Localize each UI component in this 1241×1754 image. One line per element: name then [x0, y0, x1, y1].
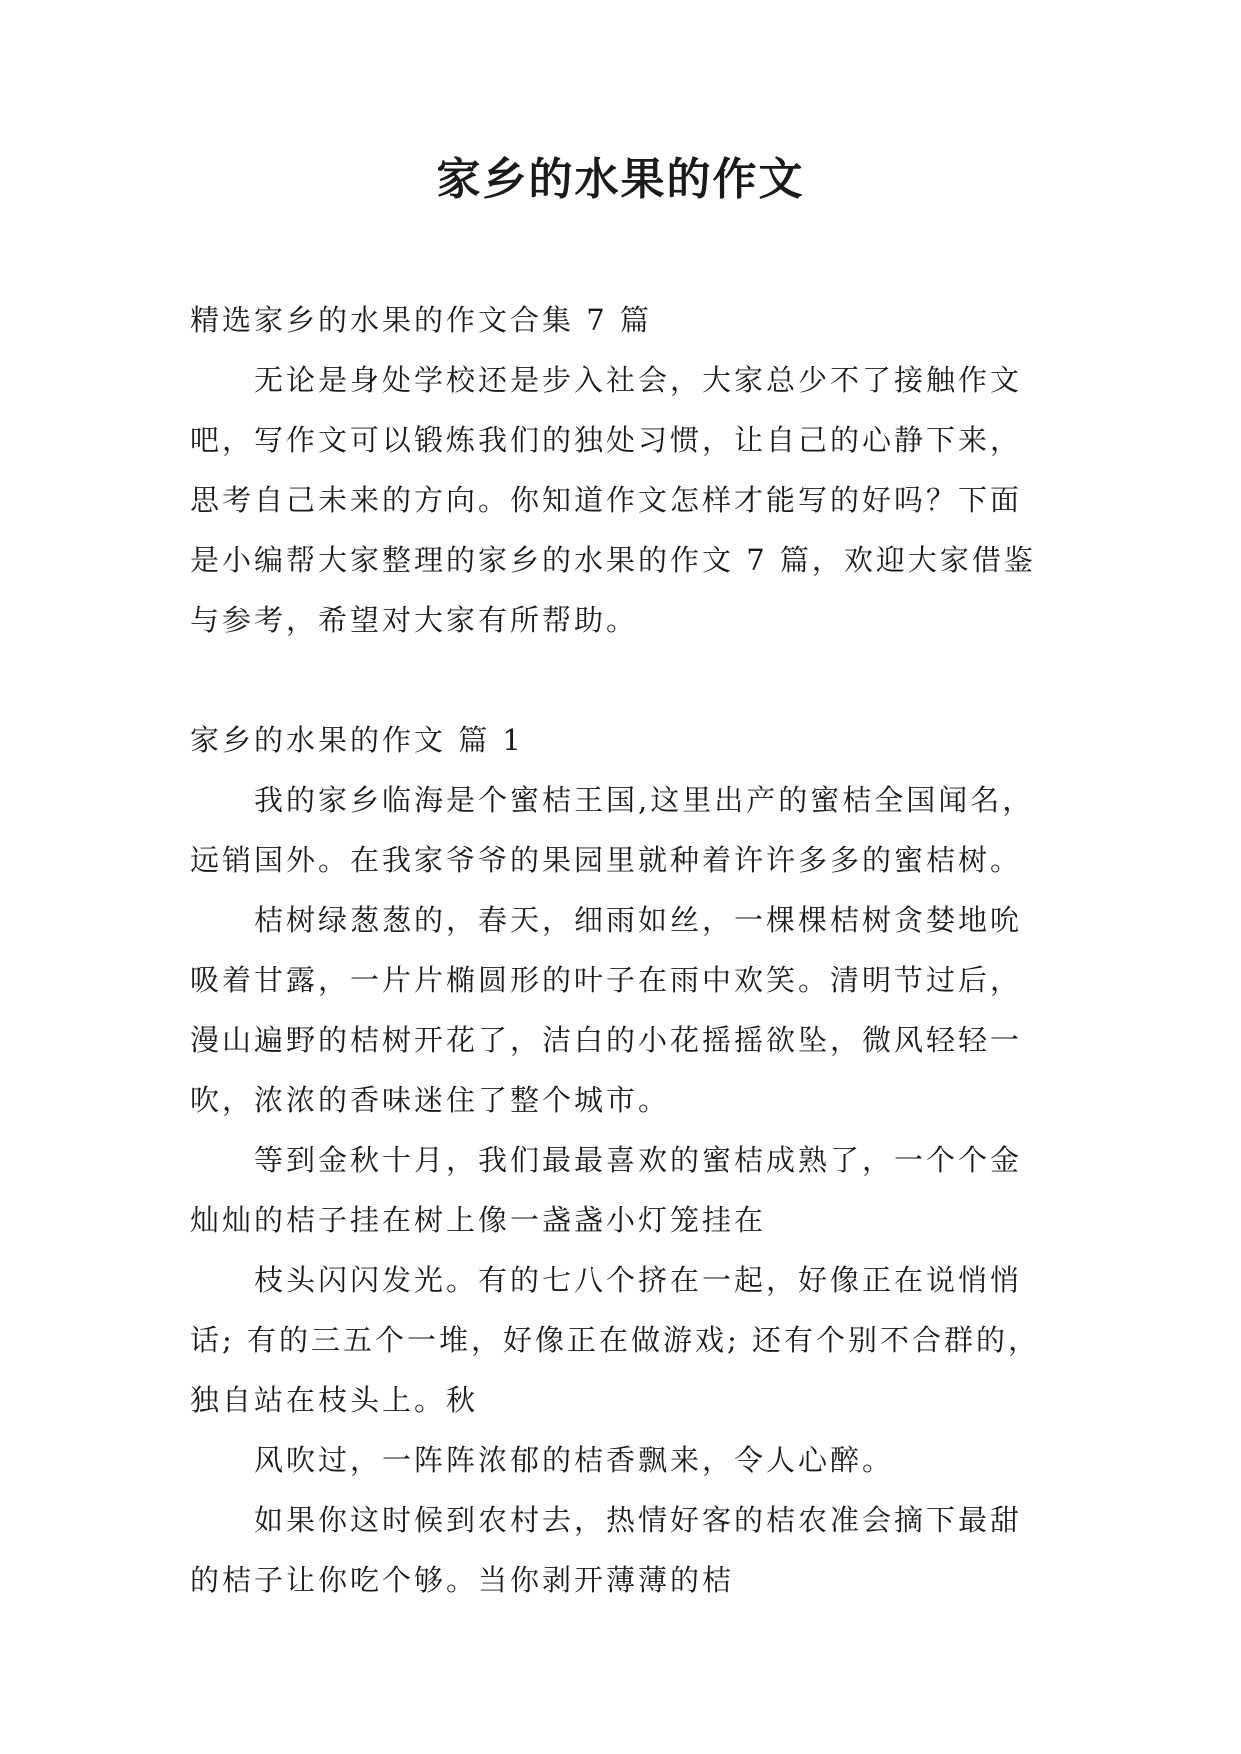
text-line: 是小编帮大家整理的家乡的水果的作文 7 篇，欢迎大家借鉴: [190, 543, 1036, 577]
page-title: 家乡的水果的作文: [436, 154, 805, 205]
text-line: 吹，浓浓的香味迷住了整个城市。: [190, 1083, 671, 1117]
text-line: 话; 有的三五个一堆，好像正在做游戏; 还有个别不合群的，: [190, 1323, 1040, 1357]
text-line: 远销国外。在我家爷爷的果园里就种着许许多多的蜜桔树。: [190, 843, 1023, 877]
text-line: 等到金秋十月，我们最最喜欢的蜜桔成熟了，一个个金: [254, 1143, 1023, 1177]
blank-line: [190, 650, 1060, 710]
text-line: 思考自己未来的方向。你知道作文怎样才能写的好吗？下面: [190, 483, 1023, 517]
text-line: 漫山遍野的桔树开花了，洁白的小花摇摇欲坠，微风轻轻一: [190, 1023, 1023, 1057]
text-line: 如果你这时候到农村去，热情好客的桔农准会摘下最甜: [254, 1503, 1023, 1537]
text-line: 风吹过，一阵阵浓郁的桔香飘来，令人心醉。: [254, 1443, 895, 1477]
text-line: 精选家乡的水果的作文合集 7 篇: [190, 303, 652, 337]
text-line: 灿灿的桔子挂在树上像一盏盏小灯笼挂在: [190, 1203, 767, 1237]
text-line: 我的家乡临海是个蜜桔王国,这里出产的蜜桔全国闻名，: [254, 783, 1035, 817]
text-line: 枝头闪闪发光。有的七八个挤在一起，好像正在说悄悄: [254, 1263, 1023, 1297]
document-body: [190, 290, 1060, 1610]
text-line: 吸着甘露，一片片椭圆形的叶子在雨中欢笑。清明节过后，: [190, 963, 1023, 997]
text-line: 的桔子让你吃个够。当你剥开薄薄的桔: [190, 1563, 735, 1597]
text-line: 与参考，希望对大家有所帮助。: [190, 603, 639, 637]
text-line: 吧，写作文可以锻炼我们的独处习惯，让自己的心静下来，: [190, 423, 1023, 457]
text-line: 独自站在枝头上。秋: [190, 1383, 479, 1417]
text-line: 无论是身处学校还是步入社会，大家总少不了接触作文: [254, 363, 1023, 397]
text-line: 家乡的水果的作文 篇 1: [190, 723, 524, 757]
text-line: 桔树绿葱葱的，春天，细雨如丝，一棵棵桔树贪婪地吮: [254, 903, 1023, 937]
